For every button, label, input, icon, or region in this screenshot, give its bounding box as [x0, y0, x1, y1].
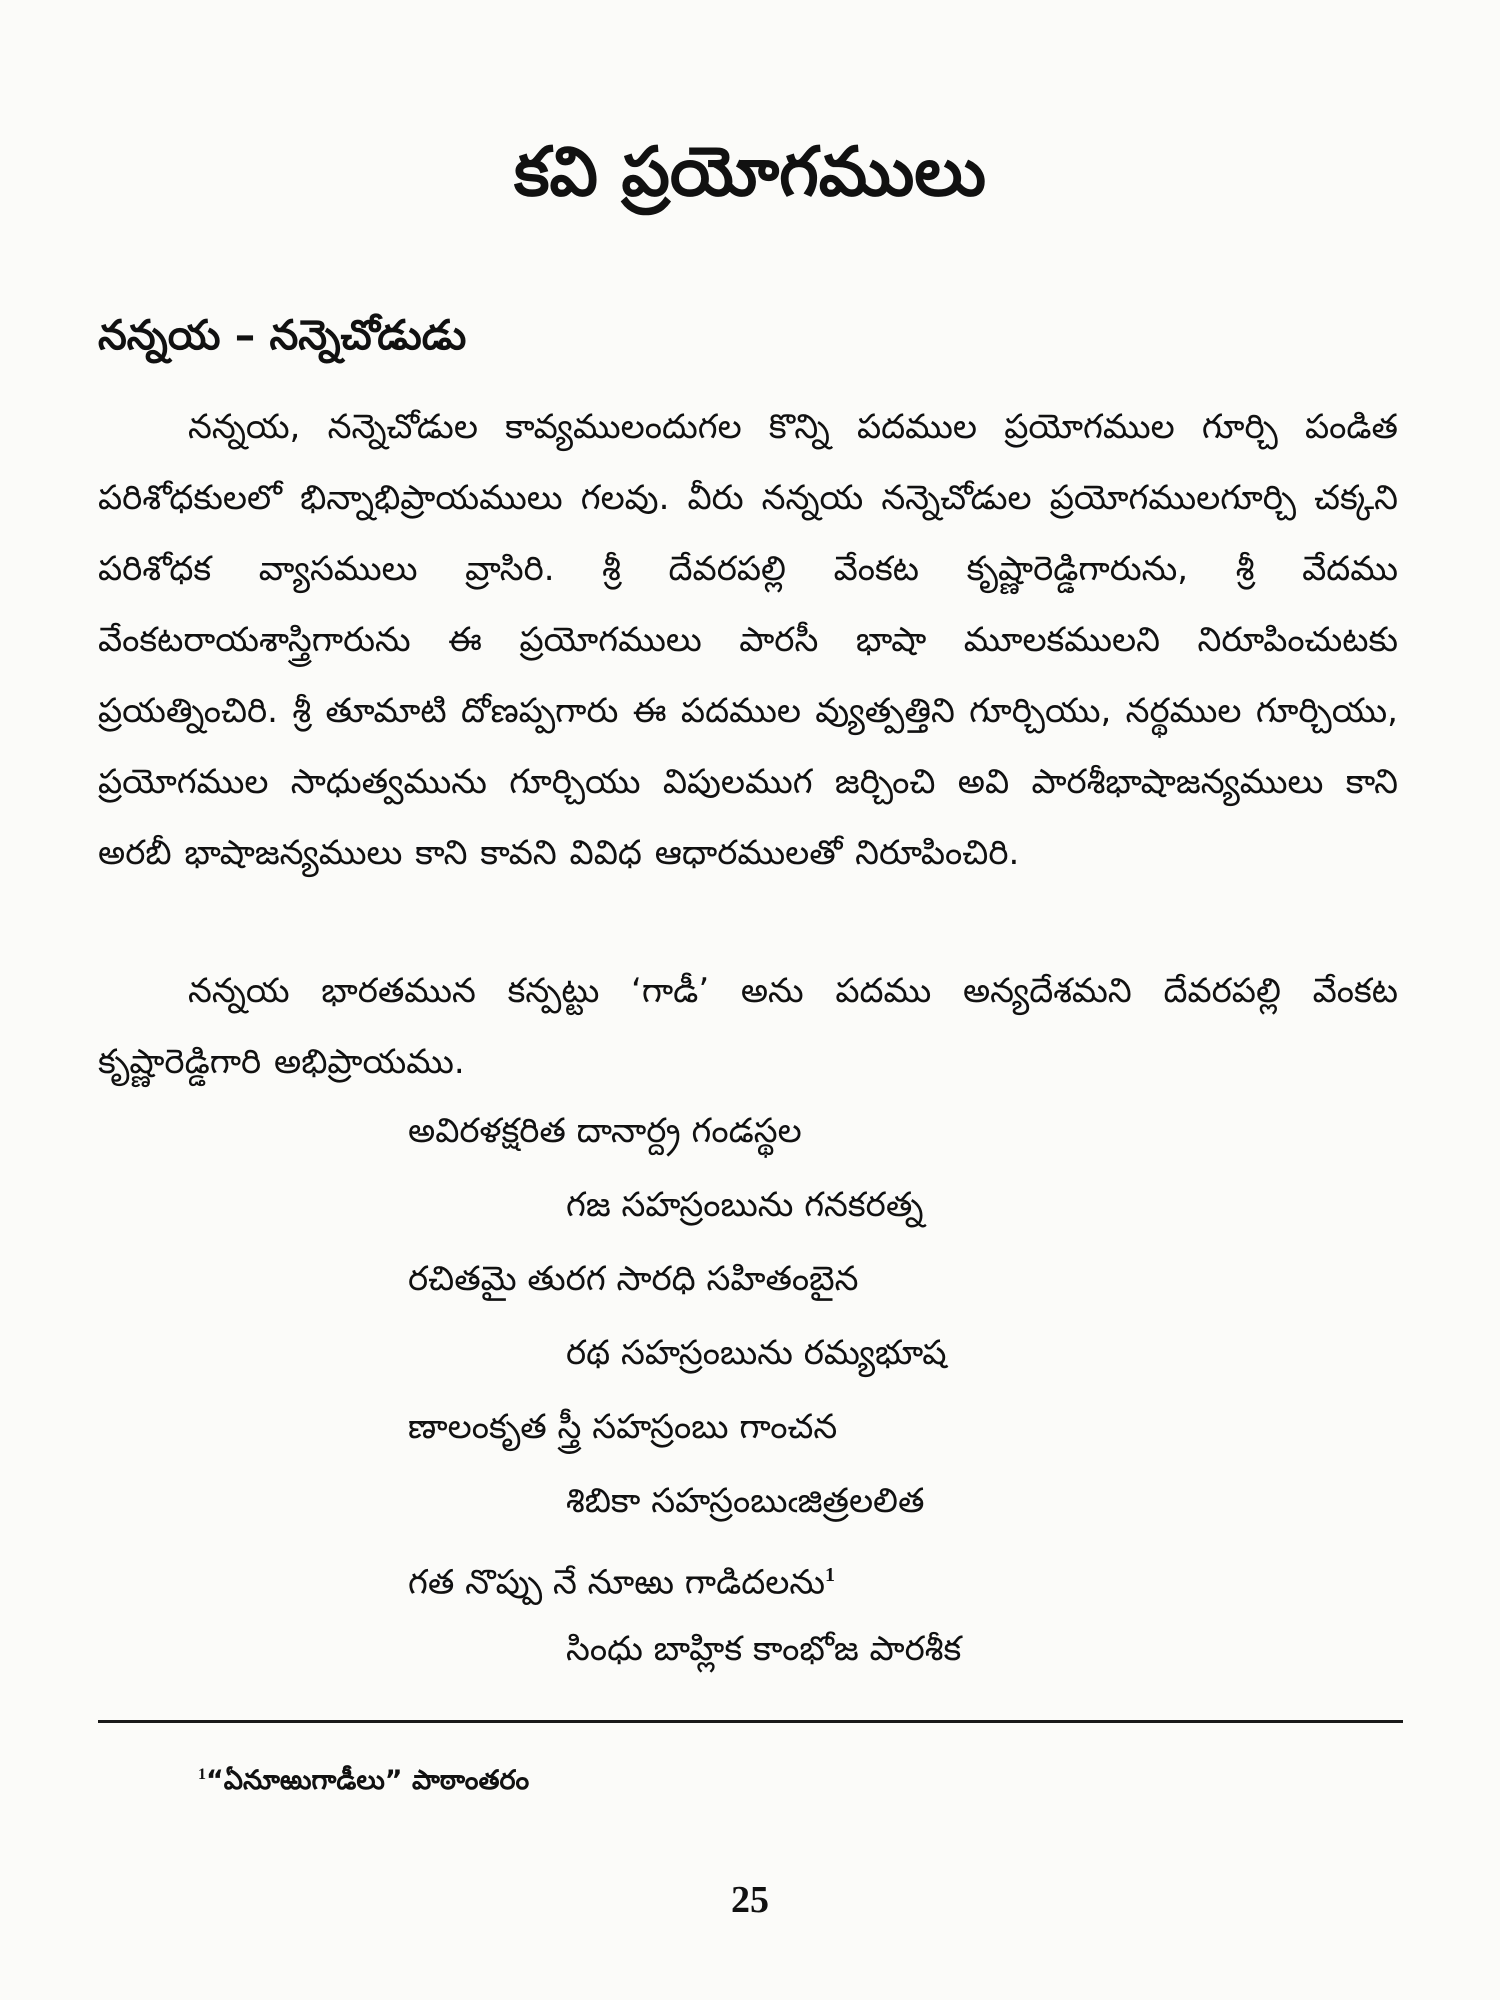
- page-title: కవి ప్రయోగములు: [514, 133, 986, 212]
- poem-line-7: [408, 1550, 835, 1607]
- footnote: [198, 1752, 529, 1804]
- footnote-reference[interactable]: 1: [825, 1564, 835, 1586]
- poem-line-1: అవిరళక్షరిత దానార్ద్ర గండస్థల: [408, 1111, 802, 1151]
- poem-line-4: రథ సహస్రంబును రమ్యభూష: [566, 1333, 947, 1373]
- section-heading: నన్నయ – నన్నెచోడుడు: [98, 311, 467, 359]
- footnote-divider: [98, 1720, 1403, 1723]
- footnote-marker: 1: [198, 1766, 206, 1783]
- poem-line-5: ణాలంకృత స్త్రీ సహస్రంబు గాంచన: [408, 1407, 838, 1447]
- poem-line-8: సింధు బాహ్లిక కాంభోజ పారశీక: [566, 1629, 962, 1669]
- poem-line-3: రచితమై తురగ సారధి సహితంబైన: [408, 1259, 859, 1299]
- poem-line-2: గజ సహస్రంబును గనకరత్న: [566, 1185, 924, 1225]
- poem-line-6: శిబికా సహస్రంబుఁజిత్రలలిత: [566, 1481, 925, 1521]
- footnote-text: “ఏనూఱుగాడీలు” పాఠాంతరం: [206, 1765, 530, 1796]
- paragraph-2: నన్నయ భారతమున కన్పట్టు ‘గాడీ’ అను పదము అన్యదేశమని దేవరపల్లి వేంకట కృష్ణారెడ్డిగారి అభిప్రాయము.: [98, 971, 1398, 1082]
- paragraph-1: నన్నయ, నన్నెచోడుల కావ్యములందుగల కొన్ని పదముల ప్రయోగముల గూర్చి పండిత పరిశోధకులలో భిన్నాభిప్రాయములు గలవు. వీరు నన్నయ నన్నెచోడుల ప్రయోగములగూర్చి చక్కని పరిశోధక వ్యాసములు వ్రాసిరి. శ్రీ దేవరపల్లి వేంకట కృష్ణారెడ్డిగారును, శ్రీ వేదము వేంకటరాయశాస్త్రిగారును ఈ ప్రయోగములు పారసీ భాషా మూలకములని నిరూపించుటకు ప్రయత్నించిరి. శ్రీ తూమాటి దోణప్పగారు ఈ పదముల వ్యుత్పత్తిని గూర్చియు, నర్థముల గూర్చియు, ప్రయోగముల సాధుత్వమును గూర్చియు విపులముగ జర్చించి అవి పారశీభాషాజన్యములు కాని అరబీ భాషాజన్యములు కాని కావని వివిధ ఆధారములతో నిరూపించిరి.: [98, 407, 1398, 873]
- poem-line-7-text: గత నొప్పు నే నూఱు గాడిదలను: [408, 1562, 825, 1603]
- page-number: 25: [731, 1879, 769, 1921]
